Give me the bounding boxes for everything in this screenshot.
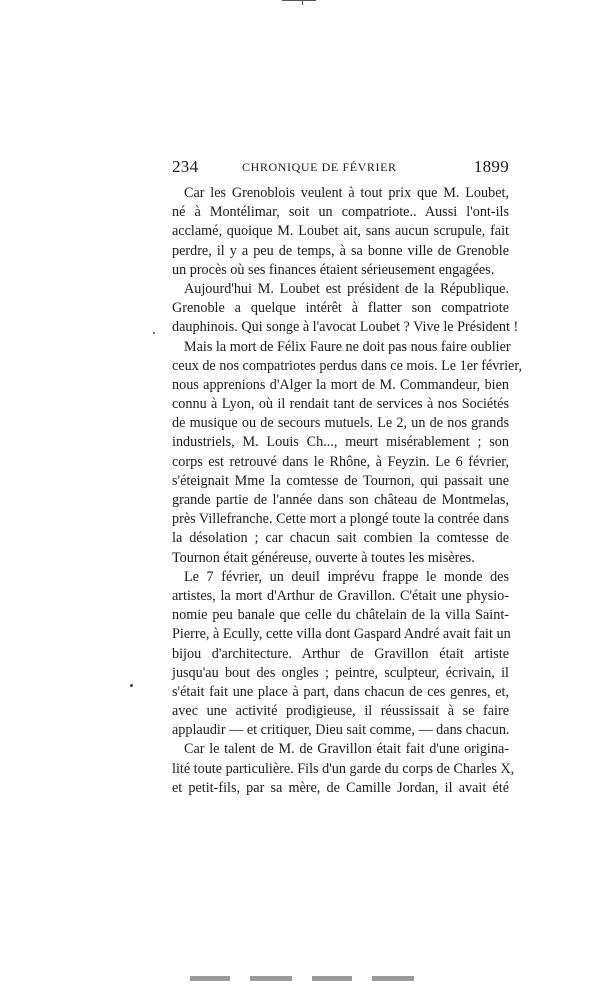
text-line: bijou d'architecture. Arthur de Gravillon était artiste bbox=[172, 645, 509, 662]
stray-ink-dot bbox=[130, 684, 133, 687]
bottom-edge-dash bbox=[250, 976, 292, 981]
text-line: Mais la mort de Félix Faure ne doit pas nous faire oublier bbox=[184, 338, 511, 355]
text-line: acclamé, quoique M. Loubet ait, sans aucun scrupule, fait bbox=[172, 223, 509, 240]
bottom-edge-dash bbox=[312, 976, 352, 981]
text-line: industriels, M. Louis Ch..., meurt misérablement ; son bbox=[172, 434, 509, 451]
text-line: près Villefranche. Cette mort a plongé toute la contrée dans bbox=[172, 511, 509, 528]
text-line: nous apprenions d'Alger la mort de M. Commandeur, bien bbox=[172, 376, 509, 393]
bottom-edge-dash bbox=[190, 976, 230, 981]
text-line: né à Montélimar, soit un compatriote.. Aussi l'ont-ils bbox=[172, 204, 509, 221]
text-line: grande partie de l'année dans son château de Montmelas, bbox=[172, 492, 509, 508]
stray-ink-dot bbox=[153, 332, 155, 334]
text-line: avec une activité prodigieuse, il réussissait à se faire bbox=[172, 703, 509, 720]
text-line: ceux de nos compatriotes perdus dans ce mois. Le 1er février, bbox=[172, 357, 523, 374]
text-line: jusqu'au bout des ongles ; peintre, sculpteur, écrivain, il bbox=[172, 664, 509, 681]
text-line: Car les Grenoblois veulent à tout prix que M. Loubet, bbox=[184, 185, 509, 201]
text-line: nomie peu banale que celle du châtelain de la villa Saint- bbox=[172, 607, 509, 624]
text-line: artistes, la mort d'Arthur de Gravillon. C'était une physio- bbox=[172, 587, 509, 604]
text-line: Tournon était généreuse, ouverte à toutes les misères. bbox=[172, 549, 475, 566]
text-line: Grenoble a quelque intérêt à flatter son compatriote bbox=[172, 300, 509, 317]
bottom-edge-marks bbox=[0, 976, 600, 984]
text-line: dauphinois. Qui songe à l'avocat Loubet ? Vive le Président ! bbox=[172, 319, 519, 336]
running-year: 1899 bbox=[473, 157, 509, 176]
text-line: un procès où ses finances étaient sérieusement engagées. bbox=[172, 261, 495, 278]
page-number: 234 bbox=[172, 157, 199, 176]
text-line: s'éteignait Mme la comtesse de Tournon, qui passait une bbox=[172, 472, 509, 489]
top-edge-mark bbox=[282, 0, 316, 6]
text-line: applaudir — et critiquer, Dieu sait comme, — dans chacun. bbox=[172, 722, 510, 739]
text-line: Aujourd'hui M. Loubet est président de la République. bbox=[184, 280, 509, 297]
text-line: de musique ou de secours mutuels. Le 2, un de nos grands bbox=[172, 415, 509, 432]
text-line: s'était fait une place à part, dans chacun de ces genres, et, bbox=[172, 683, 509, 700]
text-line: la désolation ; car chacun sait combien la comtesse de bbox=[172, 530, 509, 547]
text-line: Le 7 février, un deuil imprévu frappe le monde des bbox=[184, 568, 509, 585]
text-line: Car le talent de M. de Gravillon était fait d'une origina- bbox=[184, 741, 509, 758]
text-line: connu à Lyon, où il rendait tant de services à nos Sociétés bbox=[172, 396, 509, 413]
text-line: lité toute particulière. Fils d'un garde du corps de Charles X, bbox=[172, 760, 515, 777]
text-line: et petit-fils, par sa mère, de Camille Jordan, il avait été bbox=[172, 779, 509, 796]
body-text bbox=[172, 184, 523, 798]
running-head bbox=[172, 157, 509, 179]
running-title: CHRONIQUE DE FÉVRIER bbox=[242, 160, 397, 174]
text-line: corps est retrouvé dans le Rhône, à Feyzin. Le 6 février, bbox=[172, 453, 509, 470]
text-line: Pierre, à Ecully, cette villa dont Gaspard André avait fait un bbox=[172, 626, 511, 643]
bottom-edge-dash bbox=[372, 976, 414, 981]
text-line: perdre, il y a peu de temps, à sa bonne ville de Grenoble bbox=[172, 242, 509, 259]
